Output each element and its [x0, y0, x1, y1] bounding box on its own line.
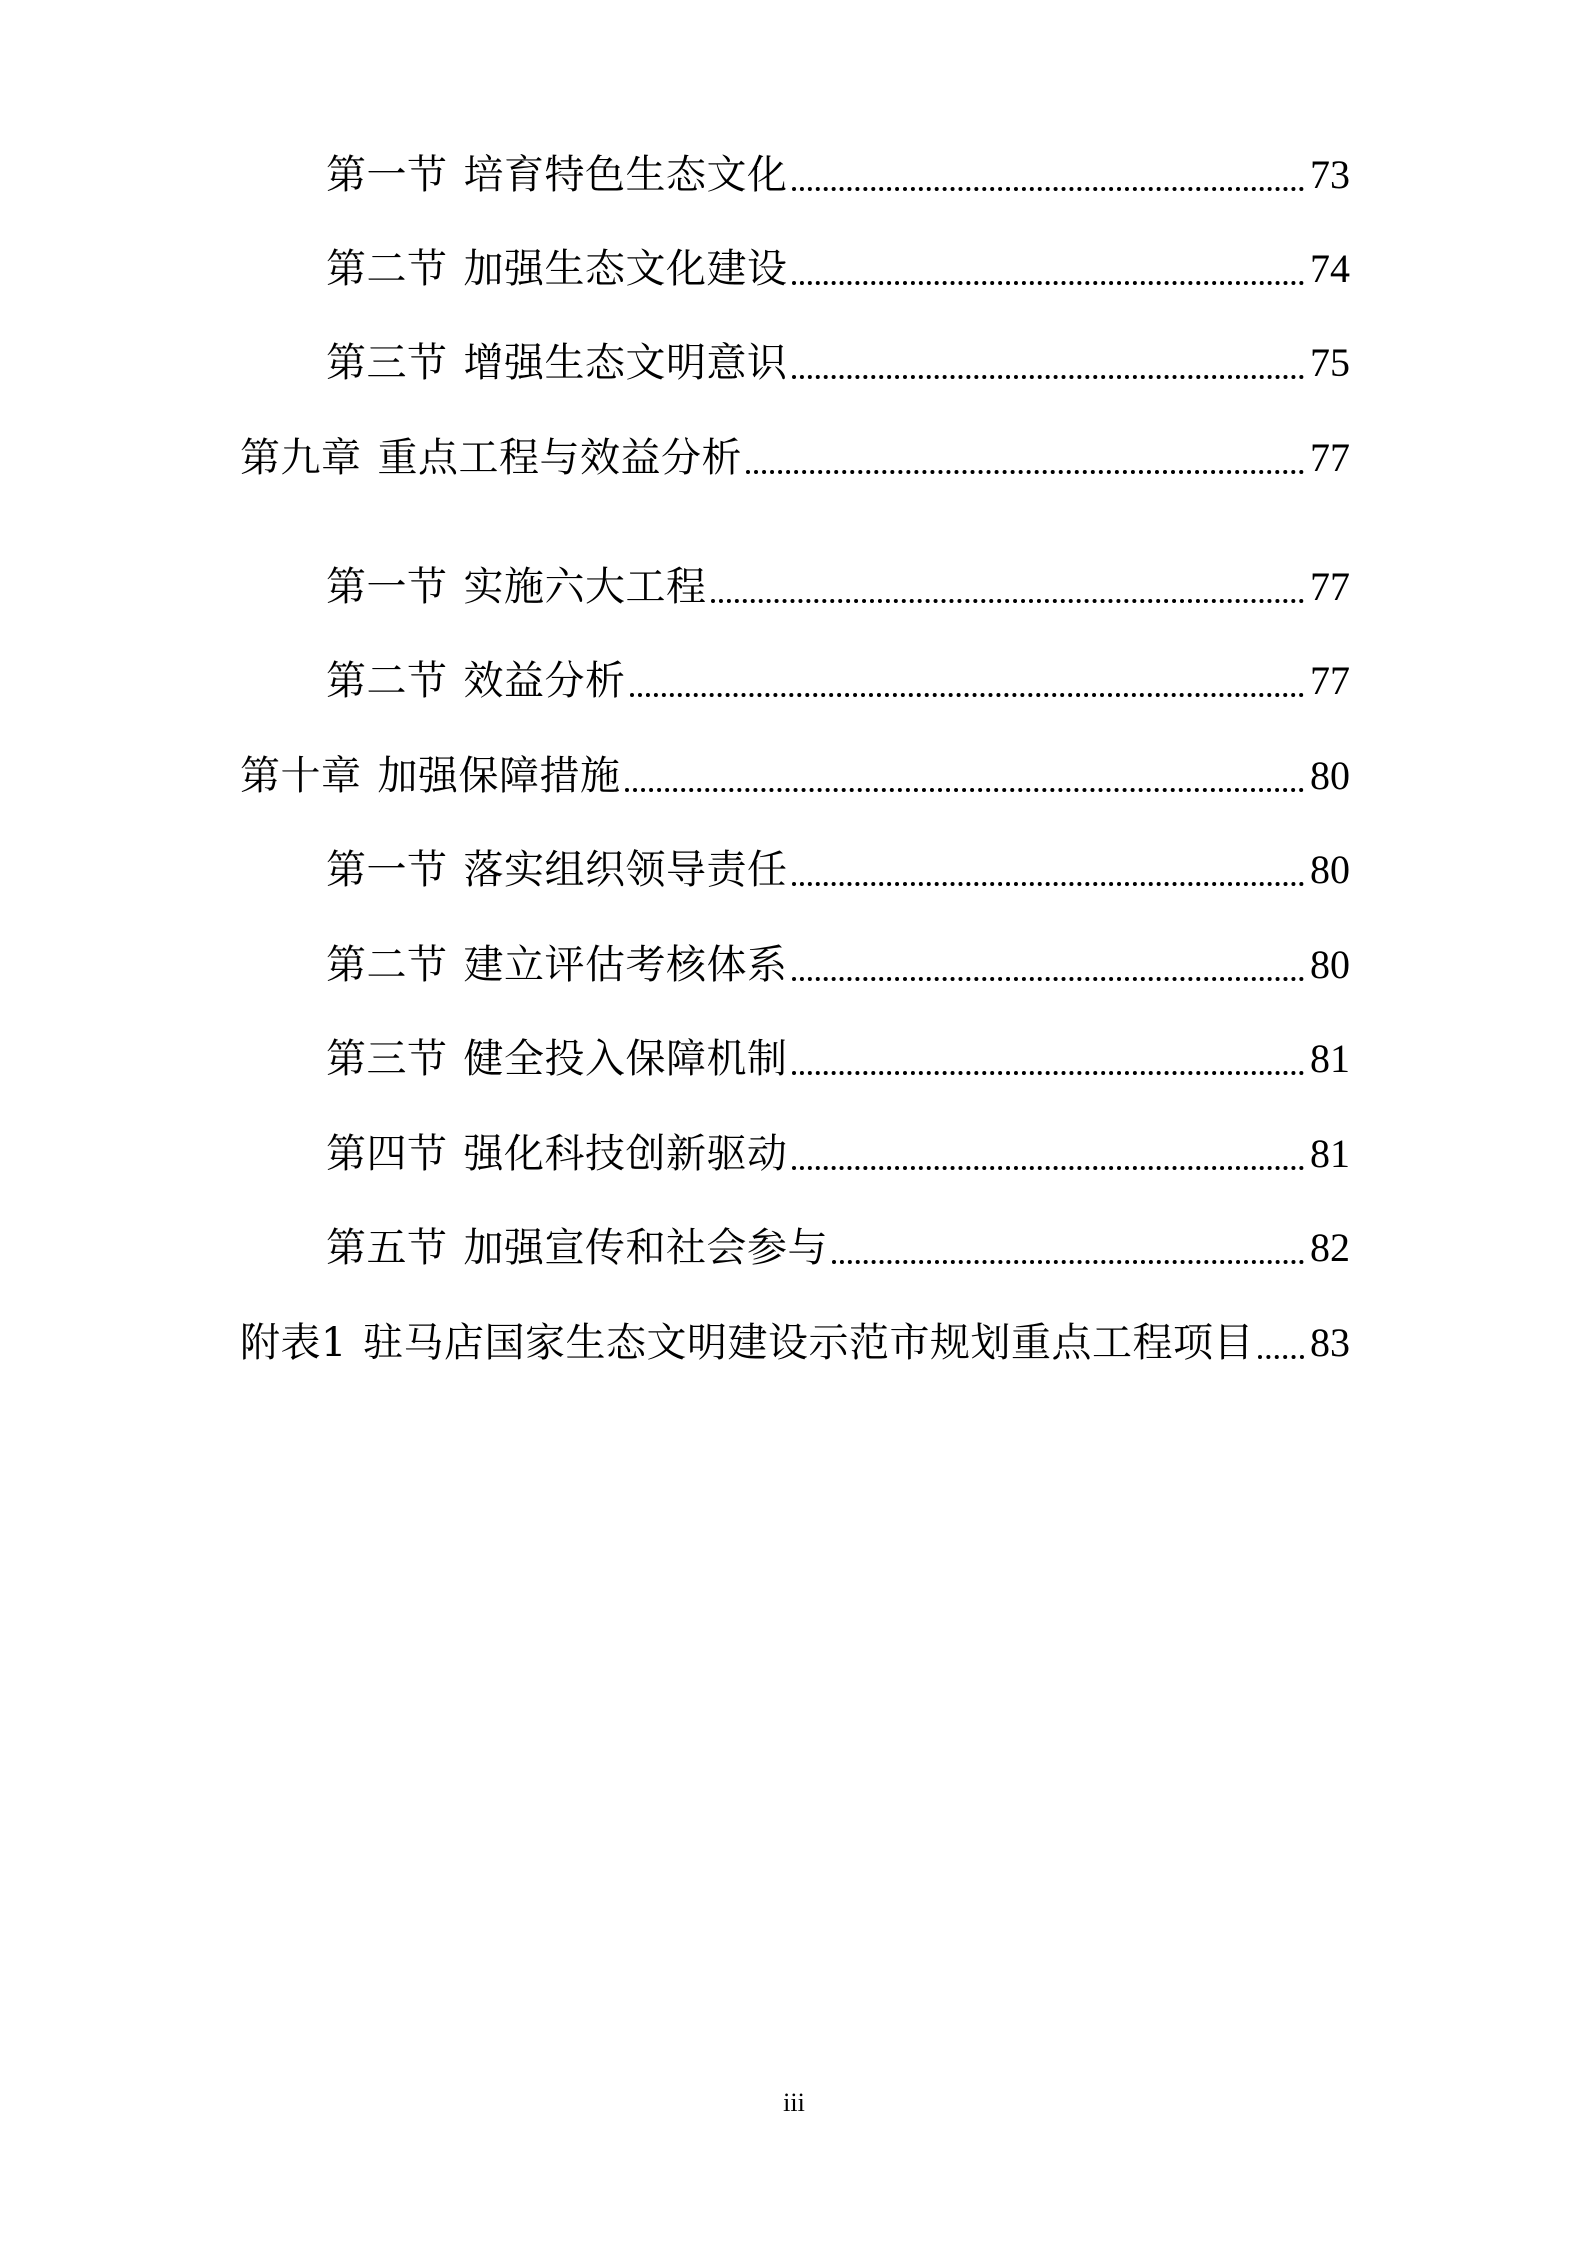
toc-entry-appendix[interactable]	[240, 1313, 1350, 1373]
dot-leader	[630, 693, 1305, 697]
toc-entry-title: 加强保障措施	[377, 753, 621, 799]
dot-leader	[625, 788, 1305, 792]
toc-entry-page: 75	[1310, 340, 1350, 385]
toc-entry-label	[326, 1218, 828, 1278]
toc-entry-number: 第一节	[326, 564, 448, 610]
toc-entry-title: 健全投入保障机制	[463, 1036, 788, 1082]
toc-entry-title: 实施六大工程	[463, 564, 707, 610]
dot-leader	[832, 1260, 1304, 1264]
page-number: iii	[783, 2088, 805, 2117]
toc-entry-number: 第四节	[326, 1131, 448, 1177]
toc-entry-title: 培育特色生态文化	[463, 152, 788, 198]
toc-entry-title: 强化科技创新驱动	[463, 1131, 788, 1177]
toc-entry-section[interactable]	[326, 239, 1350, 299]
toc-entry-section[interactable]	[326, 840, 1350, 900]
dot-leader	[711, 599, 1305, 603]
toc-entry-title: 落实组织领导责任	[463, 847, 788, 893]
toc-entry-page: 80	[1310, 847, 1350, 892]
toc-entry-section[interactable]	[326, 651, 1350, 711]
toc-entry-label	[326, 840, 788, 900]
dot-leader	[792, 1166, 1305, 1170]
dot-leader	[792, 281, 1305, 285]
toc-entry-page: 80	[1310, 753, 1350, 798]
toc-entry-label	[240, 428, 742, 488]
toc-entry-label	[326, 651, 626, 711]
toc-entry-title: 加强宣传和社会参与	[463, 1225, 828, 1271]
toc-entry-label	[326, 1124, 788, 1184]
toc-entry-label	[326, 145, 788, 205]
toc-entry-number: 第三节	[326, 1036, 448, 1082]
dot-leader	[746, 470, 1304, 474]
toc-entry-page: 81	[1310, 1131, 1350, 1176]
toc-entry-section[interactable]	[326, 935, 1350, 995]
toc-entry-number: 第二节	[326, 658, 448, 704]
toc-entry-label	[326, 557, 707, 617]
toc-entry-page: 77	[1310, 564, 1350, 609]
toc-entry-label	[326, 1029, 788, 1089]
toc-entry-chapter[interactable]	[240, 428, 1350, 488]
toc-entry-section[interactable]	[326, 145, 1350, 205]
toc-entry-page: 82	[1310, 1225, 1350, 1270]
toc-entry-number: 第三节	[326, 340, 448, 386]
toc-entry-label	[240, 746, 621, 806]
toc-entry-page: 77	[1310, 435, 1350, 480]
toc-entry-label	[326, 935, 788, 995]
toc-entry-chapter[interactable]	[240, 746, 1350, 806]
toc-entry-label	[326, 333, 788, 393]
dot-leader	[1258, 1355, 1304, 1359]
dot-leader	[792, 977, 1305, 981]
toc-entry-title: 效益分析	[463, 658, 626, 704]
toc-entry-section[interactable]	[326, 1218, 1350, 1278]
dot-leader	[792, 375, 1305, 379]
toc-entry-title: 驻马店国家生态文明建设示范市规划重点工程项目	[362, 1320, 1254, 1366]
toc-entry-title: 加强生态文化建设	[463, 246, 788, 292]
toc-entry-page: 83	[1310, 1320, 1350, 1365]
toc-entry-number: 第九章	[240, 435, 362, 481]
toc-entry-number: 第二节	[326, 942, 448, 988]
toc-entry-page: 73	[1310, 152, 1350, 197]
toc-entry-page: 80	[1310, 942, 1350, 987]
toc-entry-title: 重点工程与效益分析	[377, 435, 742, 481]
toc-entry-number: 第二节	[326, 246, 448, 292]
dot-leader	[792, 882, 1305, 886]
toc-entry-number: 第五节	[326, 1225, 448, 1271]
toc-entry-number: 附表1	[240, 1320, 347, 1366]
toc-entry-section[interactable]	[326, 333, 1350, 393]
toc-entry-title: 增强生态文明意识	[463, 340, 788, 386]
toc-entry-page: 81	[1310, 1036, 1350, 1081]
toc-entry-number: 第一节	[326, 152, 448, 198]
toc-entry-number: 第十章	[240, 753, 362, 799]
toc-entry-section[interactable]	[326, 1124, 1350, 1184]
toc-entry-page: 77	[1310, 658, 1350, 703]
toc-entry-label	[326, 239, 788, 299]
toc-entry-page: 74	[1310, 246, 1350, 291]
toc-entry-section[interactable]	[326, 1029, 1350, 1089]
toc-entry-label	[240, 1313, 1254, 1373]
toc-entry-number: 第一节	[326, 847, 448, 893]
toc-entry-title: 建立评估考核体系	[463, 942, 788, 988]
dot-leader	[792, 187, 1305, 191]
toc-entry-section[interactable]	[326, 557, 1350, 617]
dot-leader	[792, 1071, 1305, 1075]
